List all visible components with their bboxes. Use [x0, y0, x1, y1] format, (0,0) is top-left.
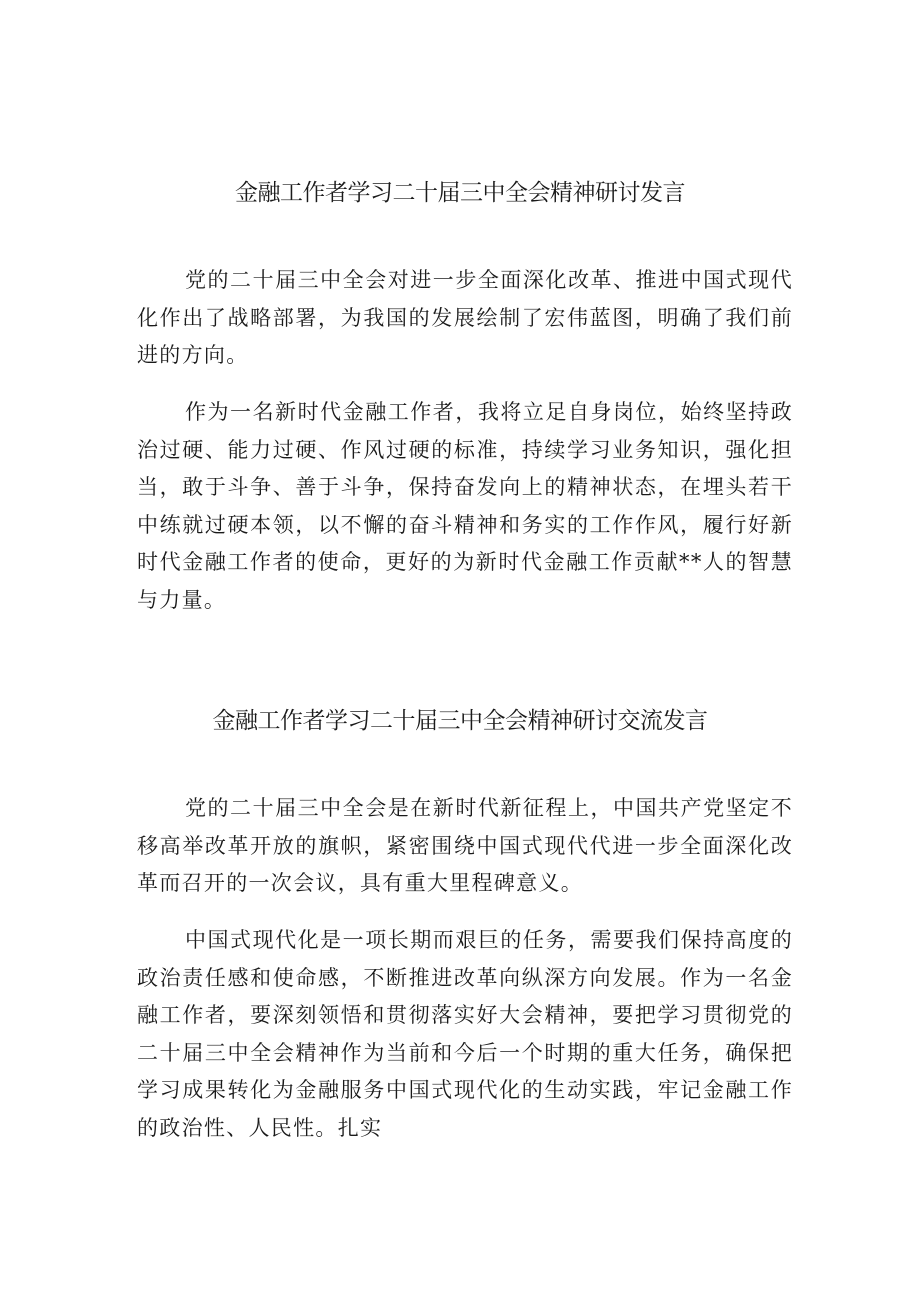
section-1-paragraph-1: 党的二十届三中全会对进一步全面深化改革、推进中国式现代化作出了战略部署，为我国的发展绘制了宏伟蓝图，明确了我们前进的方向。 [137, 268, 793, 368]
section-2-paragraph-2: 中国式现代化是一项长期而艰巨的任务，需要我们保持高度的政治责任感和使命感，不断推进改革向纵深方向发展。作为一名金融工作者，要深刻领悟和贯彻落实好大会精神，要把学习贯彻党的二十届三中全会精神作为当前和今后一个时期的重大任务，确保把学习成果转化为金融服务中国式现代化的生动实践，牢记金融工作的政治性、人民性。扎实 [137, 928, 793, 1140]
section-2-title: 金融工作者学习二十届三中全会精神研讨交流发言 [212, 708, 708, 734]
section-1-paragraph-2: 作为一名新时代金融工作者，我将立足自身岗位，始终坚持政治过硬、能力过硬、作风过硬的标准，持续学习业务知识，强化担当，敢于斗争、善于斗争，保持奋发向上的精神状态，在埋头若干中练就过硬本领，以不懈的奋斗精神和务实的工作作风，履行好新时代金融工作者的使命，更好的为新时代金融工作贡献**人的智慧与力量。 [137, 400, 793, 612]
section-2-paragraph-1: 党的二十届三中全会是在新时代新征程上，中国共产党坚定不移高举改革开放的旗帜，紧密围绕中国式现代代进一步全面深化改革而召开的一次会议，具有重大里程碑意义。 [137, 796, 793, 896]
section-1-title: 金融工作者学习二十届三中全会精神研讨发言 [235, 180, 685, 206]
